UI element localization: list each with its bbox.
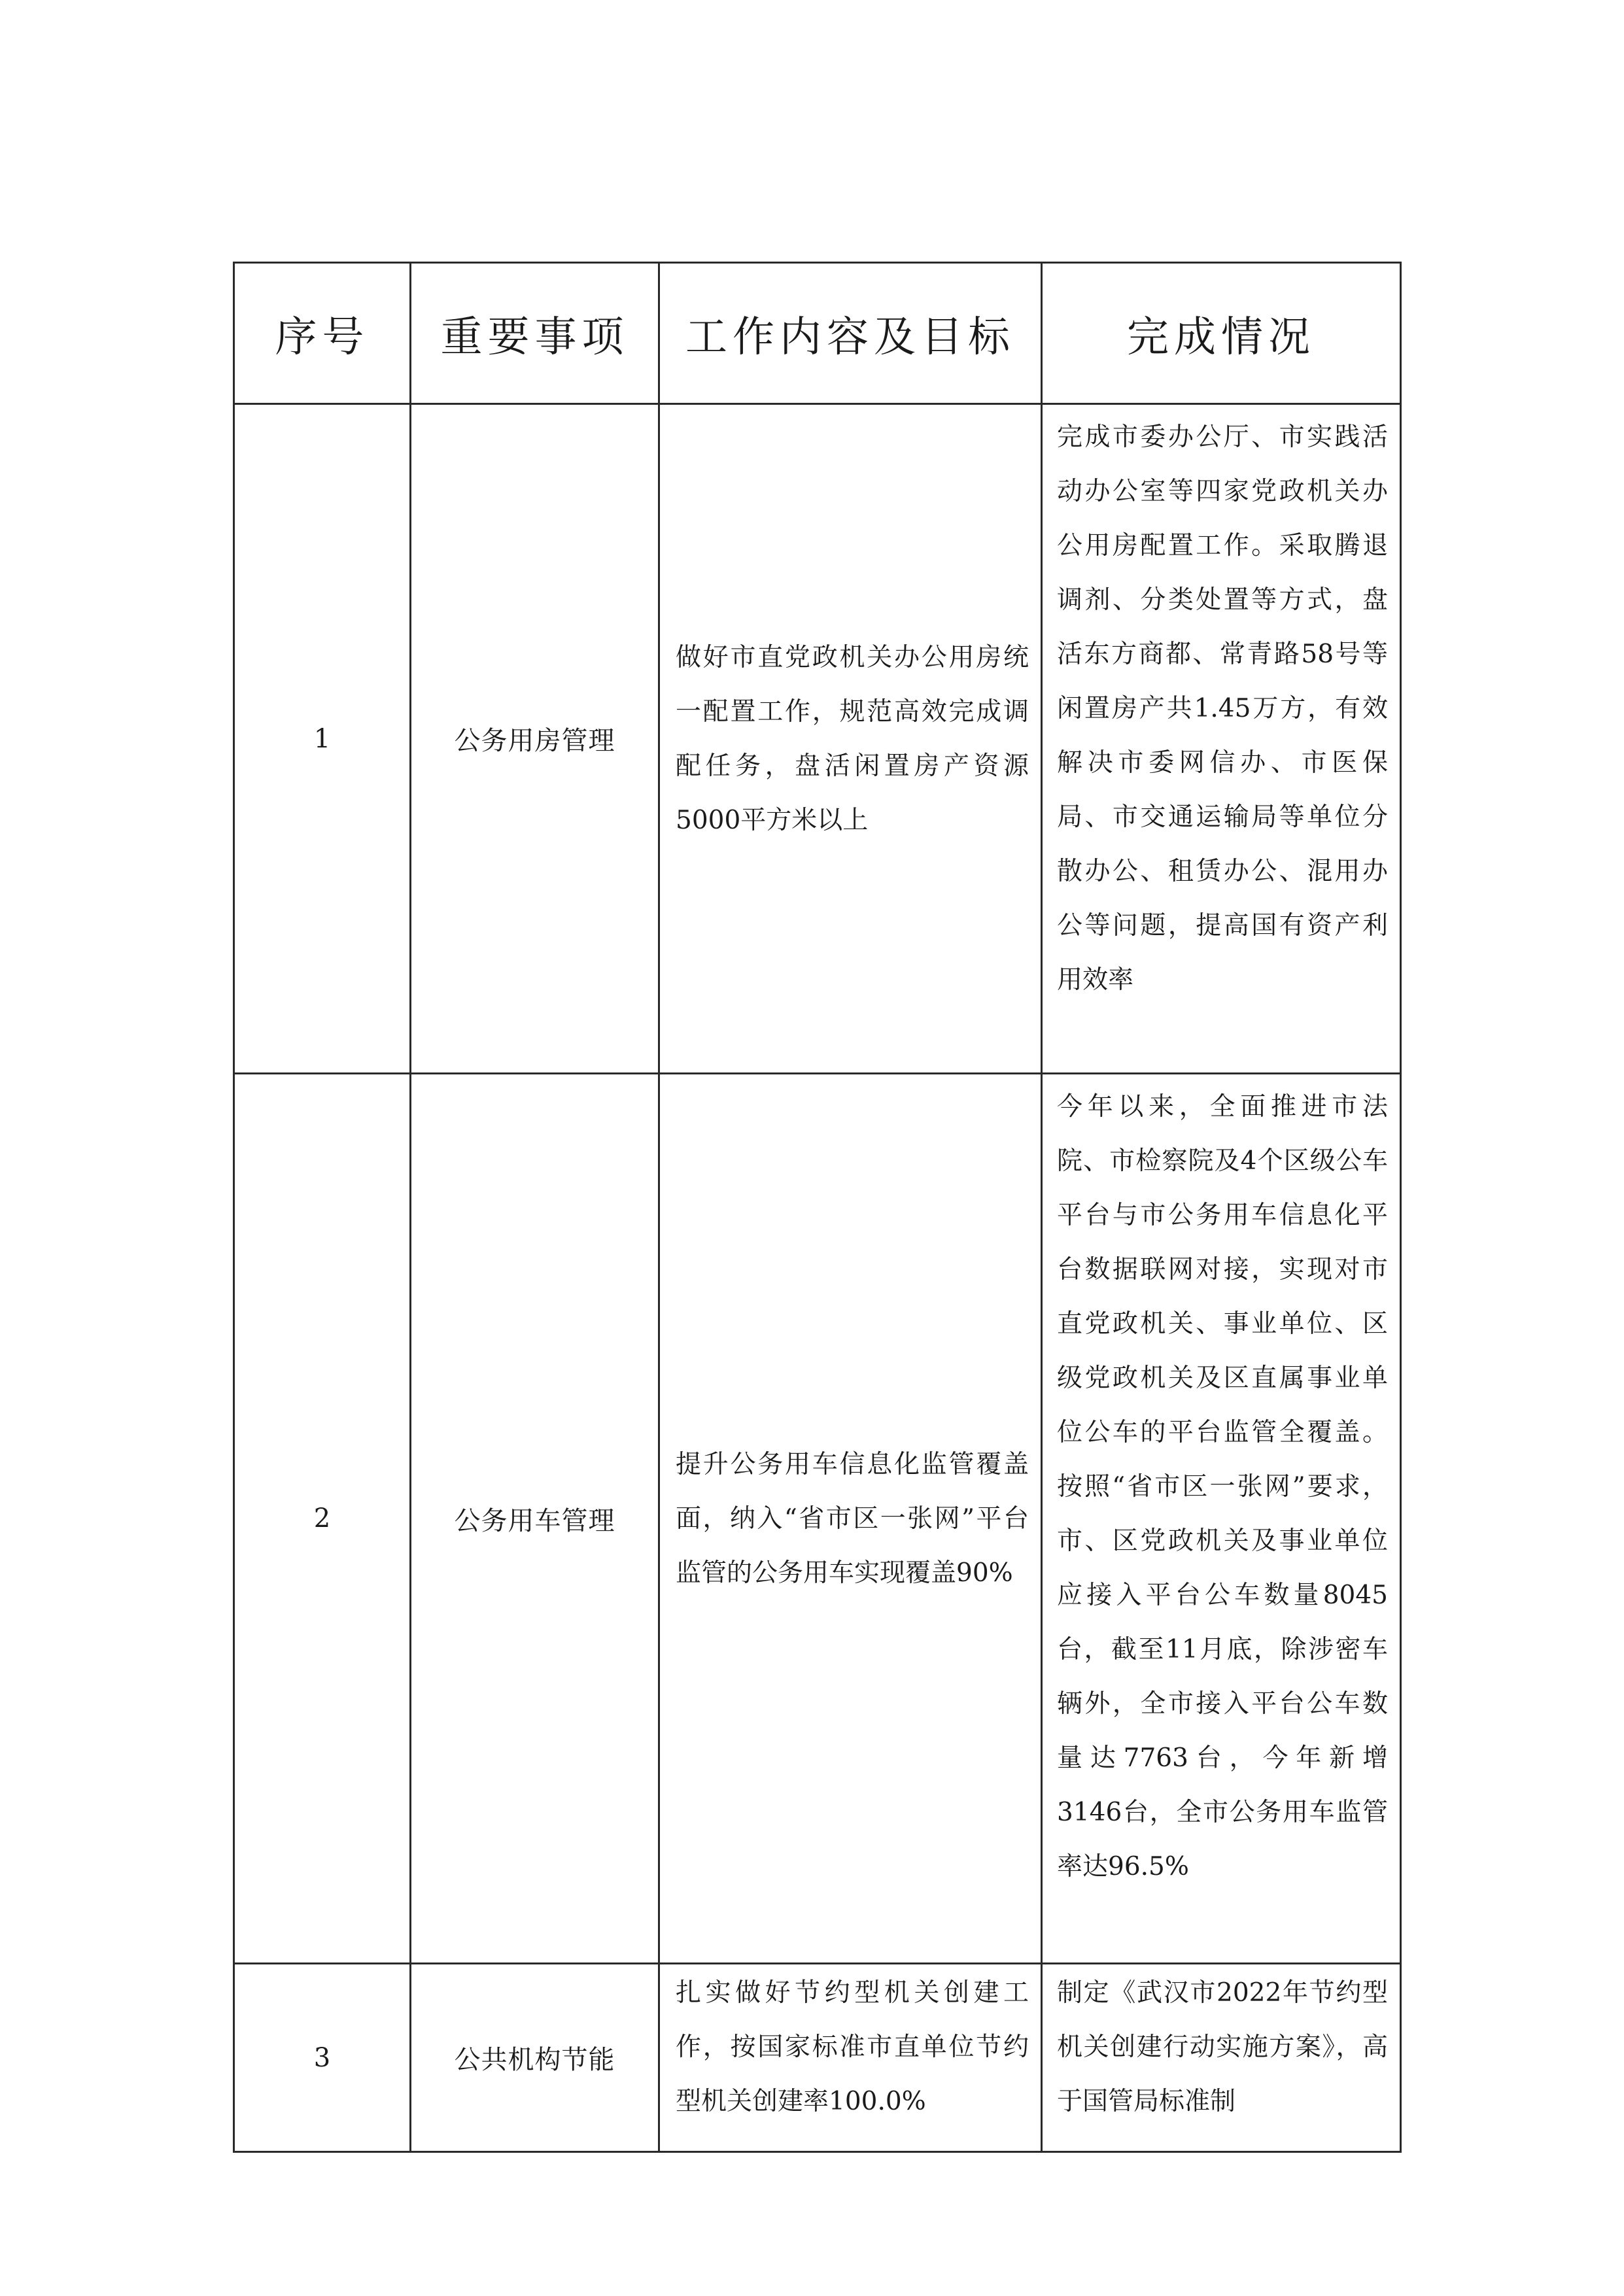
row-seq: 3	[234, 1964, 411, 2152]
row-item: 公共机构节能	[411, 1964, 659, 2152]
row-seq: 2	[234, 1074, 411, 1964]
table-row	[234, 404, 1401, 1074]
row-item: 公务用房管理	[411, 404, 659, 1074]
table-header-row	[234, 263, 1401, 404]
header-result: 完成情况	[1042, 263, 1401, 404]
header-seq: 序号	[234, 263, 411, 404]
header-item: 重要事项	[411, 263, 659, 404]
row-result: 今年以来，全面推进市法院、市检察院及4个区级公车平台与市公务用车信息化平台数据联网对接，实现对市直党政机关、事业单位、区级党政机关及区直属事业单位公车的平台监管全覆盖。按照“省市区一张网”要求，市、区党政机关及事业单位应接入平台公车数量8045台，截至11月底，除涉密车辆外，全市接入平台公车数量达7763台，今年新增3146台，全市公务用车监管率达96.5%	[1042, 1074, 1401, 1964]
row-seq: 1	[234, 404, 411, 1074]
row-result: 完成市委办公厅、市实践活动办公室等四家党政机关办公用房配置工作。采取腾退调剂、分类处置等方式，盘活东方商都、常青路58号等闲置房产共1.45万方，有效解决市委网信办、市医保局、市交通运输局等单位分散办公、租赁办公、混用办公等问题，提高国有资产利用效率	[1042, 404, 1401, 1074]
work-summary-table	[233, 262, 1402, 2153]
row-content: 做好市直党政机关办公用房统一配置工作，规范高效完成调配任务，盘活闲置房产资源5000平方米以上	[659, 404, 1042, 1074]
row-result: 制定《武汉市2022年节约型机关创建行动实施方案》，高于国管局标准制	[1042, 1964, 1401, 2152]
row-content: 扎实做好节约型机关创建工作，按国家标准市直单位节约型机关创建率100.0%	[659, 1964, 1042, 2152]
table-row	[234, 1074, 1401, 1964]
row-item: 公务用车管理	[411, 1074, 659, 1964]
header-content: 工作内容及目标	[659, 263, 1042, 404]
row-content: 提升公务用车信息化监管覆盖面，纳入“省市区一张网”平台监管的公务用车实现覆盖90%	[659, 1074, 1042, 1964]
table-row	[234, 1964, 1401, 2152]
